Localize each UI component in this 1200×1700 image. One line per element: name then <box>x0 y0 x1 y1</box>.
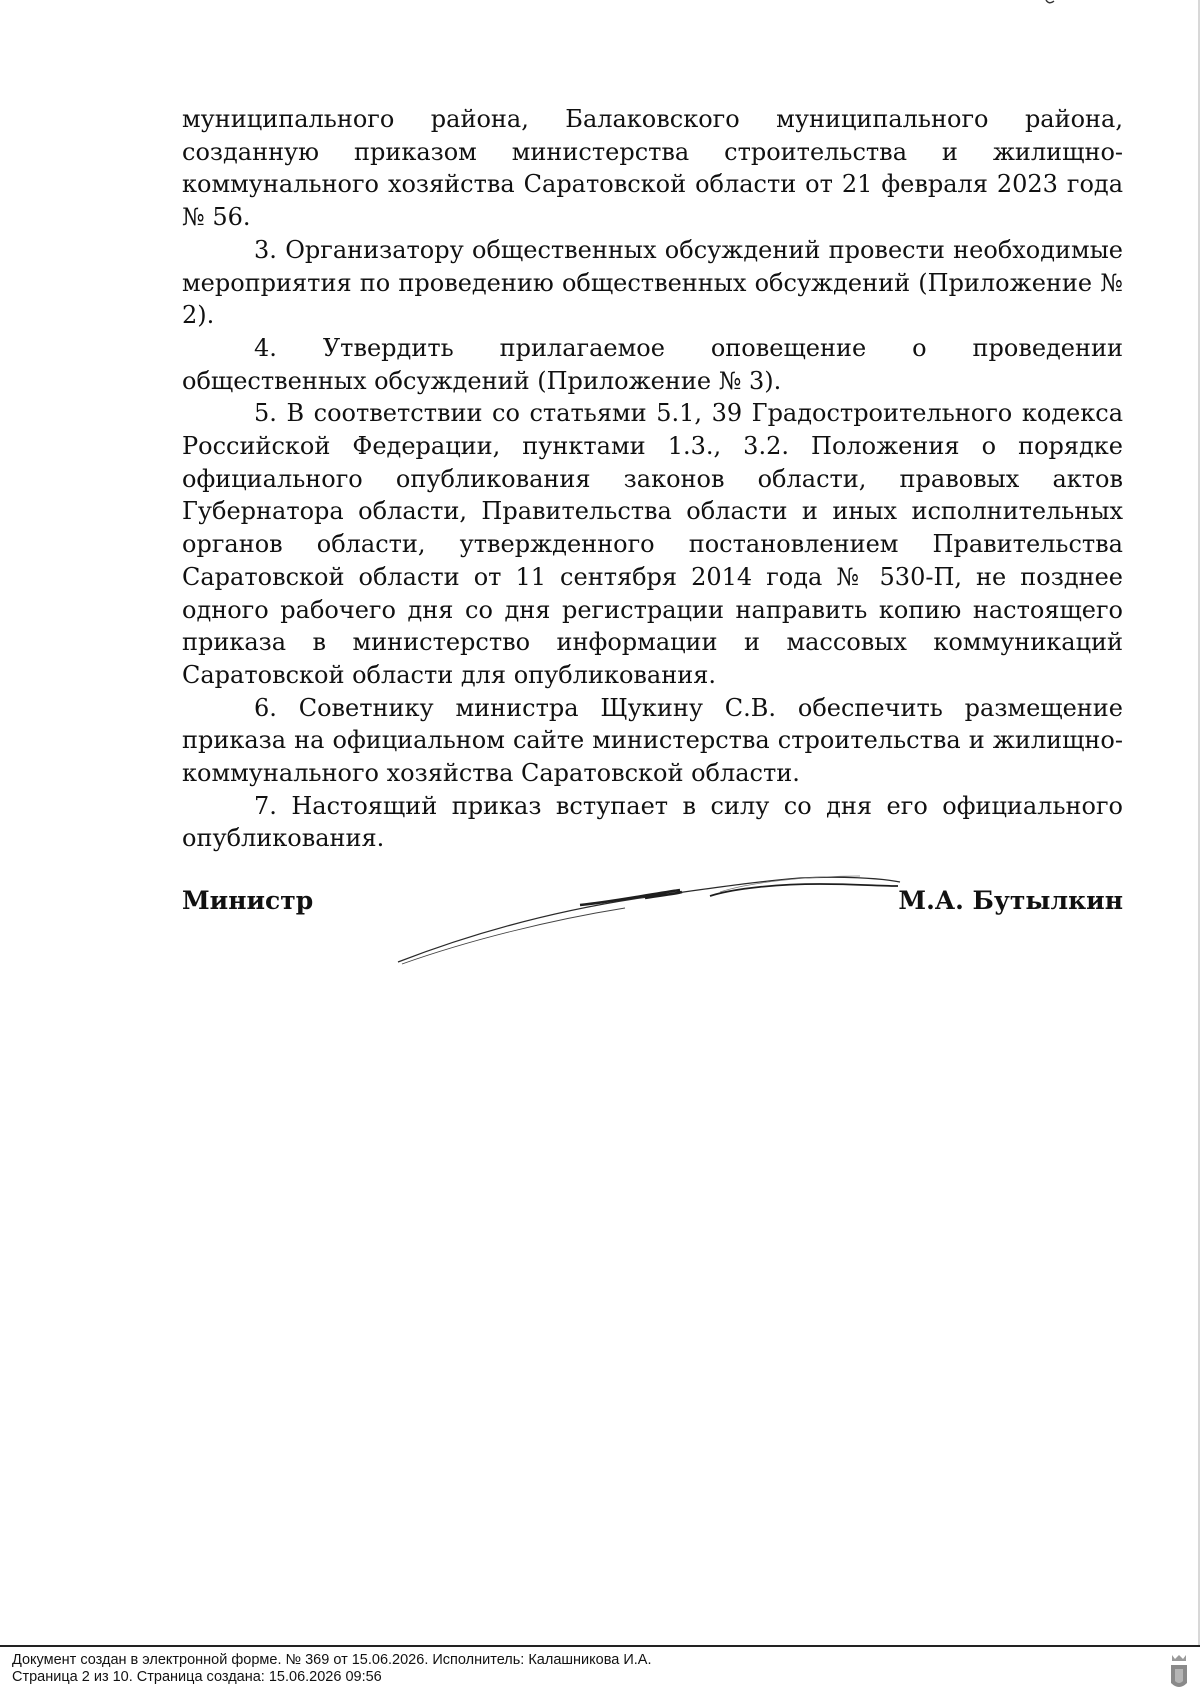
footer-document-info: Документ создан в электронной форме. № 369 от 15.06.2026. Исполнитель: Калашникова И.А. <box>12 1652 652 1668</box>
paragraph-item-5: 5. В соответствии со статьями 5.1, 39 Градостроительного кодекса Российской Федерации, пунктами 1.3., 3.2. Положения о порядке официального опубликования законов области, правовых актов Губернатора области, Правительства области и иных исполнительных органов области, утвержденного постановлением Правительства Саратовской области от 11 сентября 2014 года № 530-П, не позднее одного рабочего дня со дня регистрации направить копию настоящего приказа в министерство информации и массовых коммуникаций Саратовской области для опубликования. <box>182 399 1123 689</box>
handwritten-signature <box>390 868 910 968</box>
footer-page-info: Страница 2 из 10. Страница создана: 15.06.2026 09:56 <box>12 1669 382 1685</box>
coat-of-arms-icon <box>1168 1653 1190 1693</box>
paragraph-item-3: 3. Организатору общественных обсуждений провести необходимые мероприятия по проведению общественных обсуждений (Приложение № 2). <box>182 235 1123 330</box>
paragraph-item-7: 7. Настоящий приказ вступает в силу со дня его официального опубликования. <box>182 791 1123 853</box>
footer-text <box>12 1652 651 1686</box>
paragraph-continuation: муниципального района, Балаковского муниципального района, созданную приказом министерства строительства и жилищно-коммунального хозяйства Саратовской области от 21 февраля 2023 года № 56. <box>182 105 1123 232</box>
page-corner-mark <box>1040 0 1060 6</box>
paragraph-item-4: 4. Утвердить прилагаемое оповещение о проведении общественных обсуждений (Приложение № 3). <box>182 333 1123 395</box>
paragraph-item-6: 6. Советнику министра Щукину С.В. обеспечить размещение приказа на официальном сайте министерства строительства и жилищно-коммунального хозяйства Саратовской области. <box>182 693 1123 788</box>
document-body <box>182 103 1123 855</box>
document-footer <box>0 1645 1200 1700</box>
signatory-title: Министр <box>182 886 314 915</box>
signatory-name: М.А. Бутылкин <box>898 886 1123 915</box>
